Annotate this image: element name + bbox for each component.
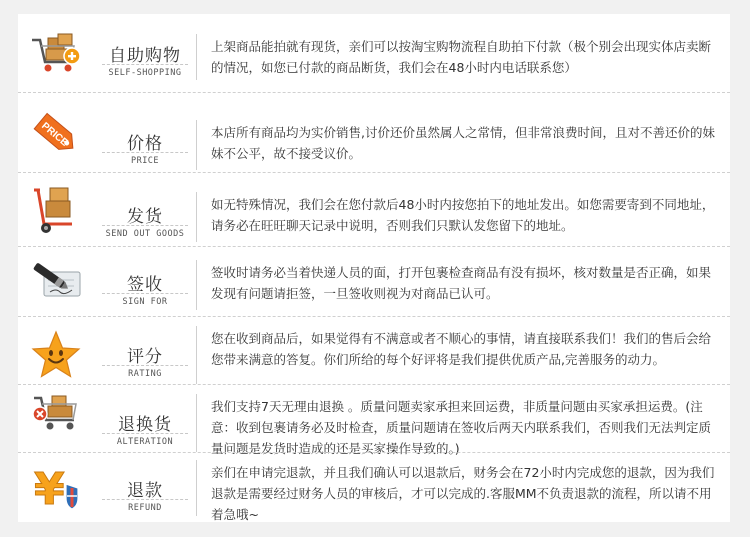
row-subtitle: ALTERATION	[116, 437, 174, 447]
row-subtitle: SEND OUT GOODS	[105, 229, 185, 239]
column-divider	[196, 34, 197, 80]
price-tag-text: PRICE	[39, 120, 70, 149]
title-separator	[102, 433, 188, 434]
row-divider	[18, 92, 730, 93]
row-title: 价格	[127, 134, 163, 154]
title-separator	[102, 293, 188, 294]
row-description: 您在收到商品后，如果觉得有不满意或者不顺心的事情，请直接联系我们！我们的售后会给您带来满意的答复。你们所给的每个好评将是我们提供优质产品,完善服务的动力。	[211, 331, 712, 367]
row-description: 本店所有商品均为实价销售,讨价还价虽然属人之常情，但非常浪费时间，且对不善还价的妹妹不公平，故不接受议价。	[211, 125, 715, 161]
row-subtitle: PRICE	[130, 156, 160, 166]
row-sign-for	[18, 248, 730, 316]
row-title: 退换货	[118, 415, 172, 435]
row-description: 亲们在申请完退款，并且我们确认可以退款后，财务会在72小时内完成您的退款，因为我们退款是需要经过财务人员的审核后，才可以完成的.客服MM不负责退款的流程，所以请不用着急哦~	[211, 465, 715, 522]
column-divider	[196, 260, 197, 310]
row-price	[18, 94, 730, 166]
row-subtitle: REFUND	[128, 503, 162, 513]
column-divider	[196, 394, 197, 452]
column-divider	[196, 120, 197, 170]
smiling-star-icon	[28, 328, 84, 384]
row-divider	[18, 384, 730, 385]
row-subtitle: SIGN FOR	[122, 297, 168, 307]
hand-truck-with-boxes-icon	[28, 184, 84, 240]
row-subtitle: RATING	[128, 369, 162, 379]
row-title: 自助购物	[109, 46, 181, 66]
row-rating	[18, 318, 730, 388]
row-description: 如无特殊情况，我们会在您付款后48小时内按您拍下的地址发出。如您需要寄到不同地址，请务必在旺旺聊天记录中说明，否则我们只默认发您留下的地址。	[211, 197, 715, 233]
title-separator	[102, 152, 188, 153]
title-separator	[102, 225, 188, 226]
column-divider	[196, 460, 197, 516]
row-divider	[18, 246, 730, 247]
row-title: 签收	[127, 275, 163, 295]
row-description: 上架商品能拍就有现货，亲们可以按淘宝购物流程自助拍下付款（极个别会出现实体店卖断的情况，如您已付款的商品断货，我们会在48小时内电话联系您）	[211, 39, 712, 75]
title-separator	[102, 64, 188, 65]
row-alteration	[18, 386, 730, 456]
cart-with-boxes-plus-icon	[28, 30, 84, 86]
row-title: 发货	[127, 207, 163, 227]
yen-with-shield-icon	[28, 458, 84, 514]
row-description: 我们支持7天无理由退换 。质量问题卖家承担来回运费，非质量问题由买家承担运费。(注意：收到包裹请务必及时检查，质量问题请在签收后两天内联系我们，否则我们无法判定质量问题是发货时造成的还是买家操作导致的。)	[211, 399, 712, 456]
row-divider	[18, 316, 730, 317]
row-refund	[18, 454, 730, 522]
price-tag-icon	[28, 106, 84, 162]
title-separator	[102, 365, 188, 366]
svg-text:¥: ¥	[34, 464, 65, 514]
row-subtitle: SELF-SHOPPING	[108, 68, 182, 78]
cart-with-boxes-cross-icon	[28, 388, 84, 444]
row-divider	[18, 172, 730, 173]
title-separator	[102, 499, 188, 500]
column-divider	[196, 192, 197, 242]
row-self-shopping	[18, 14, 730, 86]
pen-and-card-icon	[28, 254, 84, 310]
row-divider	[18, 452, 730, 453]
row-title: 退款	[127, 481, 163, 501]
row-title: 评分	[127, 347, 163, 367]
row-send-out-goods	[18, 174, 730, 246]
policy-card	[18, 14, 730, 522]
row-description: 签收时请务必当着快递人员的面，打开包裹检查商品有没有损坏，核对数量是否正确，如果发现有问题请拒签，一旦签收则视为对商品已认可。	[211, 265, 712, 301]
column-divider	[196, 326, 197, 384]
